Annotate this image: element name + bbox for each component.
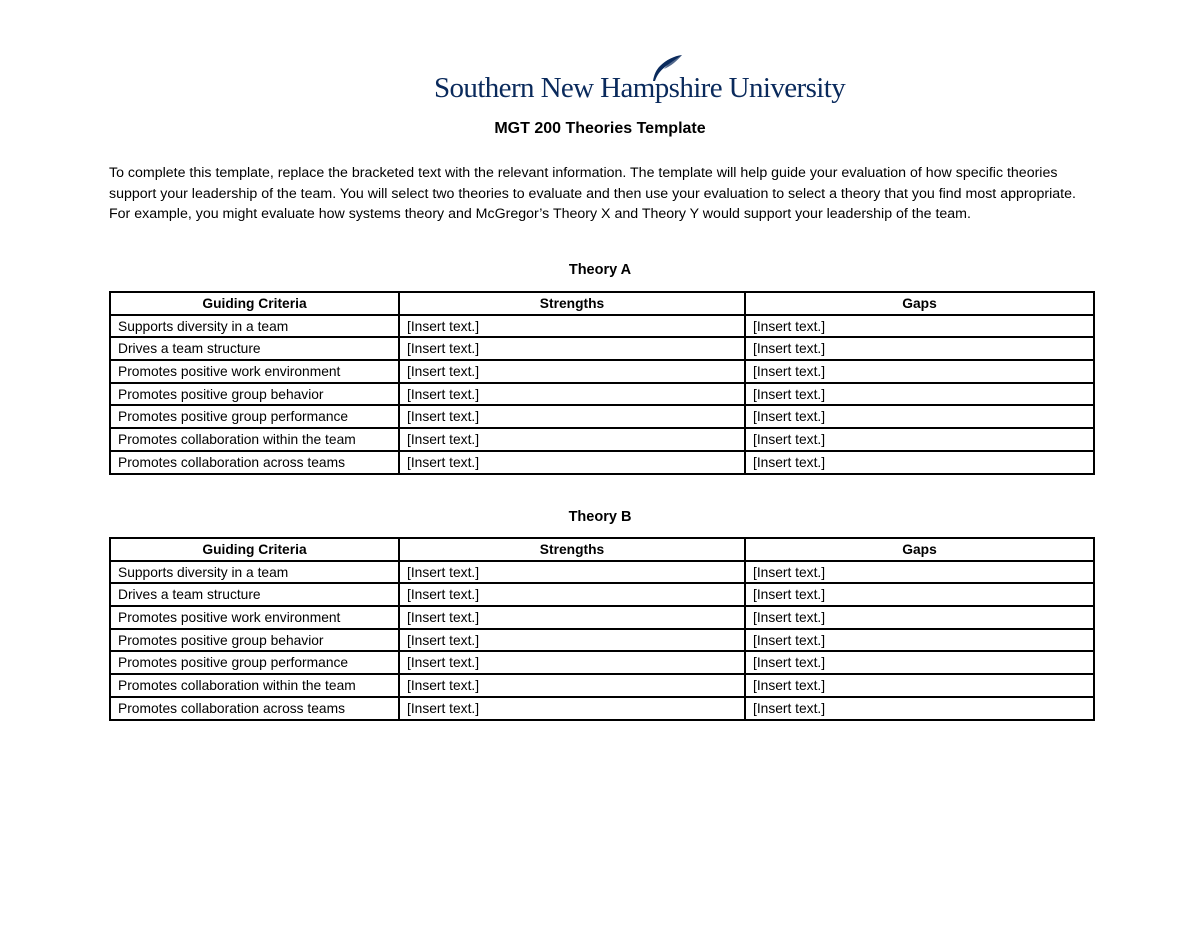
- criteria-cell: Supports diversity in a team: [110, 315, 399, 338]
- gaps-cell[interactable]: [Insert text.]: [745, 428, 1094, 451]
- strengths-cell[interactable]: [Insert text.]: [399, 428, 745, 451]
- strengths-cell[interactable]: [Insert text.]: [399, 606, 745, 629]
- table-row: [110, 383, 1094, 406]
- table-row: [110, 337, 1094, 360]
- criteria-cell: Promotes collaboration within the team: [110, 674, 399, 697]
- strengths-cell[interactable]: [Insert text.]: [399, 629, 745, 652]
- column-header: Guiding Criteria: [110, 292, 399, 315]
- gaps-cell[interactable]: [Insert text.]: [745, 405, 1094, 428]
- column-header: Gaps: [745, 292, 1094, 315]
- strengths-cell[interactable]: [Insert text.]: [399, 405, 745, 428]
- gaps-cell[interactable]: [Insert text.]: [745, 315, 1094, 338]
- criteria-cell: Drives a team structure: [110, 337, 399, 360]
- strengths-cell[interactable]: [Insert text.]: [399, 697, 745, 720]
- table-row: [110, 428, 1094, 451]
- strengths-cell[interactable]: [Insert text.]: [399, 315, 745, 338]
- criteria-cell: Promotes collaboration within the team: [110, 428, 399, 451]
- strengths-cell[interactable]: [Insert text.]: [399, 561, 745, 584]
- table-row: [110, 360, 1094, 383]
- university-logo: [434, 54, 846, 106]
- column-header: Guiding Criteria: [110, 538, 399, 561]
- table-header-row: [110, 292, 1094, 315]
- logo-text: Southern New Hampshire University: [434, 72, 846, 104]
- criteria-cell: Promotes collaboration across teams: [110, 451, 399, 474]
- gaps-cell[interactable]: [Insert text.]: [745, 337, 1094, 360]
- column-header: Strengths: [399, 538, 745, 561]
- strengths-cell[interactable]: [Insert text.]: [399, 383, 745, 406]
- strengths-cell[interactable]: [Insert text.]: [399, 674, 745, 697]
- table-row: [110, 561, 1094, 584]
- gaps-cell[interactable]: [Insert text.]: [745, 451, 1094, 474]
- strengths-cell[interactable]: [Insert text.]: [399, 337, 745, 360]
- strengths-cell[interactable]: [Insert text.]: [399, 651, 745, 674]
- strengths-cell[interactable]: [Insert text.]: [399, 360, 745, 383]
- gaps-cell[interactable]: [Insert text.]: [745, 674, 1094, 697]
- criteria-cell: Promotes positive group behavior: [110, 629, 399, 652]
- gaps-cell[interactable]: [Insert text.]: [745, 561, 1094, 584]
- criteria-cell: Promotes positive group performance: [110, 405, 399, 428]
- table-row: [110, 405, 1094, 428]
- gaps-cell[interactable]: [Insert text.]: [745, 360, 1094, 383]
- criteria-cell: Promotes positive group performance: [110, 651, 399, 674]
- theory-b-heading: Theory B: [568, 509, 632, 525]
- criteria-cell: Supports diversity in a team: [110, 561, 399, 584]
- table-row: [110, 451, 1094, 474]
- theory-a-table: [109, 291, 1095, 475]
- gaps-cell[interactable]: [Insert text.]: [745, 583, 1094, 606]
- table-row: [110, 697, 1094, 720]
- table-row: [110, 315, 1094, 338]
- table-row: [110, 583, 1094, 606]
- criteria-cell: Drives a team structure: [110, 583, 399, 606]
- column-header: Gaps: [745, 538, 1094, 561]
- gaps-cell[interactable]: [Insert text.]: [745, 383, 1094, 406]
- table-row: [110, 651, 1094, 674]
- table-row: [110, 629, 1094, 652]
- theory-a-heading: Theory A: [568, 262, 632, 278]
- criteria-cell: Promotes collaboration across teams: [110, 697, 399, 720]
- document-title: MGT 200 Theories Template: [494, 120, 706, 137]
- table-row: [110, 674, 1094, 697]
- criteria-cell: Promotes positive work environment: [110, 606, 399, 629]
- theory-b-table: [109, 537, 1095, 721]
- strengths-cell[interactable]: [Insert text.]: [399, 583, 745, 606]
- gaps-cell[interactable]: [Insert text.]: [745, 606, 1094, 629]
- criteria-cell: Promotes positive group behavior: [110, 383, 399, 406]
- table-row: [110, 606, 1094, 629]
- criteria-cell: Promotes positive work environment: [110, 360, 399, 383]
- gaps-cell[interactable]: [Insert text.]: [745, 697, 1094, 720]
- table-header-row: [110, 538, 1094, 561]
- strengths-cell[interactable]: [Insert text.]: [399, 451, 745, 474]
- gaps-cell[interactable]: [Insert text.]: [745, 651, 1094, 674]
- column-header: Strengths: [399, 292, 745, 315]
- intro-paragraph: To complete this template, replace the bracketed text with the relevant information. The template will help guide your evaluation of how specific theories support your leadership of the team. You will select two theories to evaluate and then use your evaluation to select a theory that you find most appropriate. For example, you might evaluate how systems theory and McGregor’s Theory X and Theory Y would support your leadership of the team.: [109, 165, 1076, 222]
- gaps-cell[interactable]: [Insert text.]: [745, 629, 1094, 652]
